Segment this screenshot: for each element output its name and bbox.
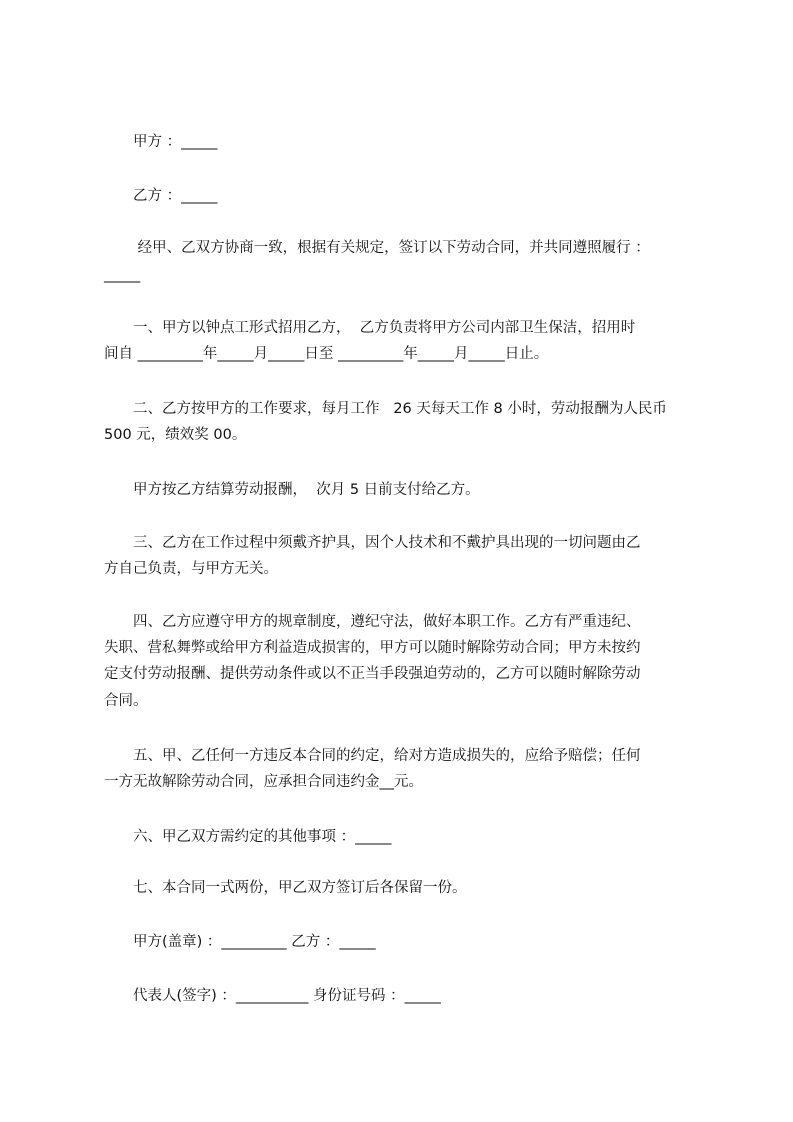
party-a-line: 甲方 ：_____ — [104, 134, 218, 150]
clause-1-line-2: 间自 _________年_____月_____日至 _________年_____月_____日止。 — [104, 346, 549, 362]
clause-4-line-1: 四、乙方应遵守甲方的规章制度，遵纪守法，做好本职工作。乙方有严重违纪、 — [104, 614, 641, 630]
clause-5-line-1: 五、甲、乙任何一方违反本合同的约定，给对方造成损失的，应给予赔偿；任何 — [104, 748, 641, 764]
intro-line-1: 经甲、乙双方协商一致，根据有关规定，签订以下劳动合同，并共同遵照履行 ： — [104, 240, 650, 256]
clause-4-line-4: 合同。 — [104, 693, 148, 709]
signature-line-2: 代表人(签字) ：__________ 身份证号码 ：_____ — [104, 988, 441, 1004]
clause-2-line-1: 二、乙方按甲方的工作要求，每月工作 26 天每天工作 8 小时，劳动报酬为人民币 — [104, 401, 667, 417]
clause-3-line-1: 三、乙方在工作过程中须戴齐护具，因个人技术和不戴护具出现的一切问题由乙 — [104, 535, 641, 551]
clause-4-line-2: 失职、营私舞弊或给甲方利益造成损害的，甲方可以随时解除劳动合同；甲方未按约 — [104, 640, 641, 656]
clause-5-line-2: 一方无故解除劳动合同，应承担合同违约金__元。 — [104, 774, 423, 790]
clause-4-line-3: 定支付劳动报酬、提供劳动条件或以不正当手段强迫劳动的，乙方可以随时解除劳动 — [104, 666, 641, 682]
signature-line-1: 甲方(盖章) ：_________ 乙方 ：_____ — [104, 934, 376, 950]
clause-6-line: 六、甲乙双方需约定的其他事项 ：_____ — [104, 829, 392, 845]
payment-line: 甲方按乙方结算劳动报酬， 次月 5 日前支付给乙方。 — [104, 482, 480, 498]
intro-line-2: _____ — [104, 267, 141, 283]
clause-7-line: 七、本合同一式两份，甲乙双方签订后各保留一份。 — [104, 880, 467, 896]
clause-1-line-1: 一、甲方以钟点工形式招用乙方， 乙方负责将甲方公司内部卫生保洁，招用时 — [104, 320, 636, 336]
party-b-line: 乙方 ：_____ — [104, 188, 218, 204]
clause-3-line-2: 方自己负责，与甲方无关。 — [104, 561, 278, 577]
clause-2-line-2: 500 元，绩效奖 00。 — [104, 427, 247, 443]
